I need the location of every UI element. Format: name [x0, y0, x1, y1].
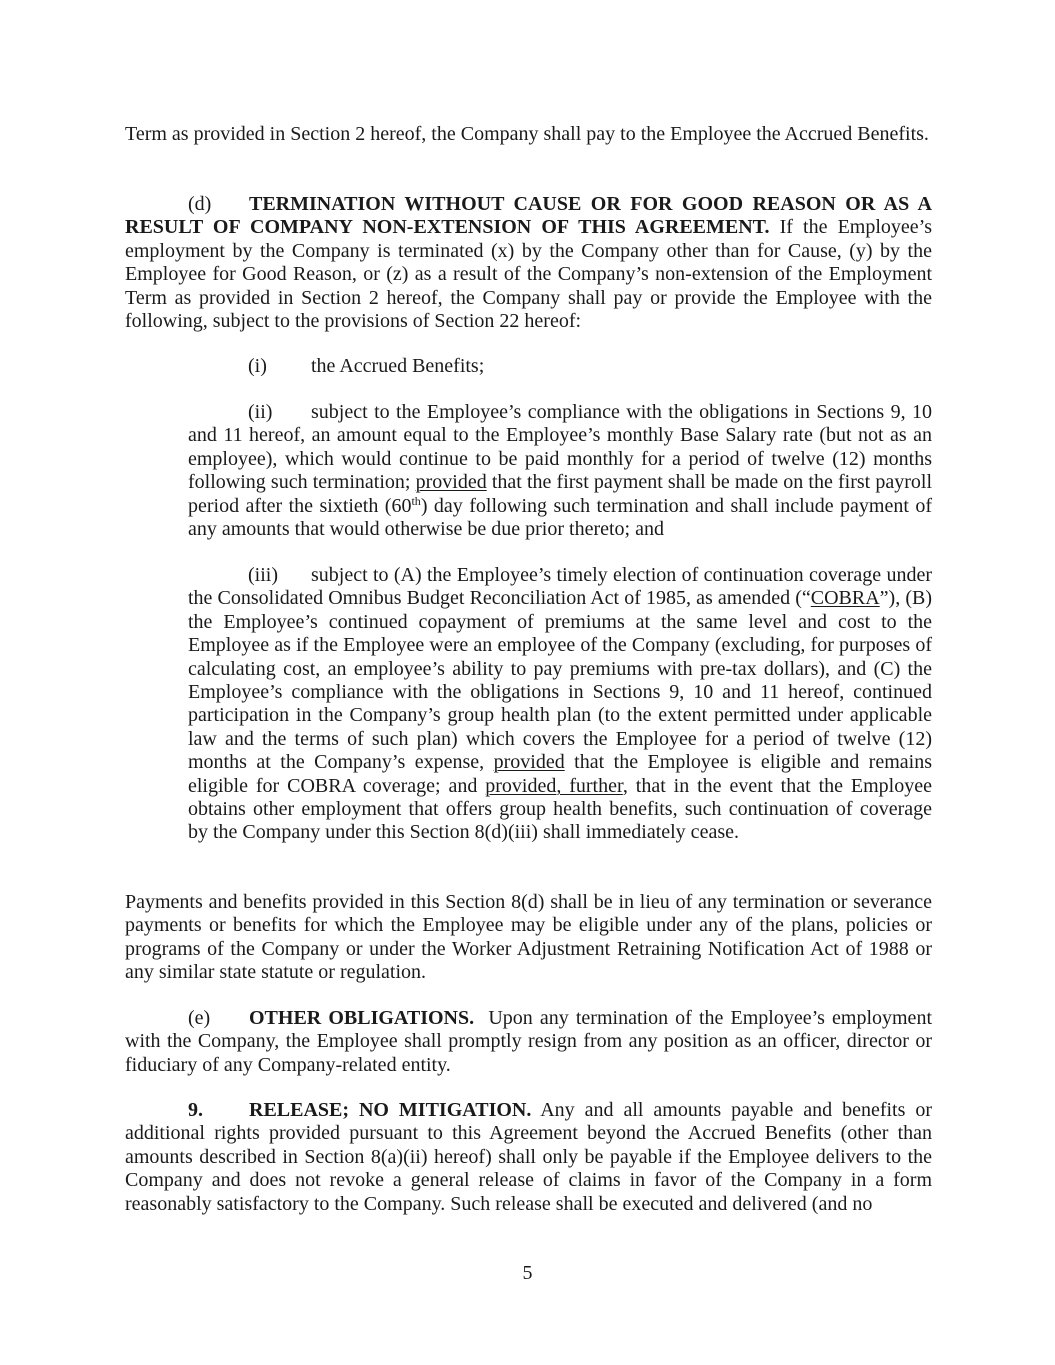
item-iii-text-2: ”), (B) the Employee’s continued copayment of premiums at the same level and cost to the Employee as if the Employee were an employee of the Company (excluding, for purposes of calculating cost, an employee’s ability to pay premiums with pre-tax dollars), and (C) the Employee’s compliance with the obligations in Sections 9, 10 and 11 hereof, continued participation in the Company’s group health plan (to the extent permitted under applicable law and the terms of such plan) which covers the Employee for a period of twelve (12) months at the Company’s expense, — [188, 587, 932, 774]
item-ii-text-1: subject to the Employee’s compliance with the obligations in Sections 9, 10 and 11 hereof, an amount equal to the Employee’s monthly Base Salary rate (but not as an employee), which would continue to be paid monthly for a period of twelve (12) months following such termination; — [188, 401, 932, 494]
intro-paragraph: Term as provided in Section 2 hereof, the Company shall pay to the Employee the Accrued Benefits. — [125, 123, 929, 145]
item-ii-paragraph — [188, 401, 932, 541]
section-e-paragraph — [125, 1007, 932, 1077]
section-e-heading: OTHER OBLIGATIONS. — [249, 1007, 475, 1029]
item-i-text: the Accrued Benefits; — [311, 355, 485, 377]
item-iii-text-4: , that in the event that the Employee obtains other employment that offers group health benefits, such continuation of coverage by the Company under this Section 8(d)(iii) shall immediately cease. — [188, 774, 932, 844]
section-9-body: Any and all amounts payable and benefits or additional rights provided pursuant to this Agreement beyond the Accrued Benefits (other than amounts described in Section 8(a)(ii) hereof) shall only be payable if the Employee delivers to the Company and does not revoke a general release of claims in favor of the Company in a form reasonably satisfactory to the Company. Such release shall be executed and delivered (and no — [125, 1099, 932, 1215]
item-ii-text-2: that the first payment shall be made on the first payroll period after the sixtieth (60 — [188, 471, 932, 517]
section-d-label: (d) — [188, 193, 212, 215]
section-9-heading: RELEASE; NO MITIGATION. — [249, 1099, 532, 1121]
item-i-paragraph — [188, 355, 932, 378]
section-d-paragraph — [125, 193, 932, 333]
item-iii-provided: provided — [493, 751, 565, 774]
item-iii-text-3: that the Employee is eligible and remains eligible for COBRA coverage; and — [188, 751, 932, 797]
item-ii-label: (ii) — [248, 401, 273, 423]
item-iii-label: (iii) — [248, 564, 278, 586]
page-number: 5 — [522, 1262, 533, 1284]
payments-paragraph: Payments and benefits provided in this Section 8(d) shall be in lieu of any termination or severance payments or benefits for which the Employee may be eligible under any of the plans, policies or programs of the Company or under the Worker Adjustment Retraining Notification Act of 1988 or any similar state statute or regulation. — [125, 891, 932, 984]
item-ii-provided: provided — [415, 471, 487, 494]
section-9-label: 9. — [188, 1099, 203, 1121]
item-iii-paragraph — [188, 564, 932, 845]
section-9-paragraph — [125, 1099, 932, 1216]
item-iii-text-1: subject to (A) the Employee’s timely election of continuation coverage under the Consolidated Omnibus Budget Reconciliation Act of 1985, as amended (“ — [188, 564, 932, 610]
section-d-heading: TERMINATION WITHOUT CAUSE OR FOR GOOD REASON OR AS A RESULT OF COMPANY NON-EXTENSION OF THIS AGREEMENT. — [125, 193, 932, 239]
item-ii-text-3: ) day following such termination and shall include payment of any amounts that would otherwise be due prior thereto; and — [188, 494, 932, 541]
item-i-label: (i) — [248, 355, 267, 377]
section-e-label: (e) — [188, 1007, 211, 1029]
section-e-body: Upon any termination of the Employee’s employment with the Company, the Employee shall promptly resign from any position as an officer, director or fiduciary of any Company-related entity. — [125, 1007, 932, 1076]
item-ii-superscript: th — [411, 493, 421, 508]
item-iii-provided-further: provided, further — [485, 774, 623, 797]
cobra-defined-term: COBRA — [810, 587, 880, 610]
section-d-body: If the Employee’s employment by the Company is terminated (x) by the Company other than for Cause, (y) by the Employee for Good Reason, or (z) as a result of the Company’s non-extension of the Employment Term as provided in Section 2 hereof, the Company shall pay or provide the Employee with the following, subject to the provisions of Section 22 hereof: — [125, 216, 933, 333]
